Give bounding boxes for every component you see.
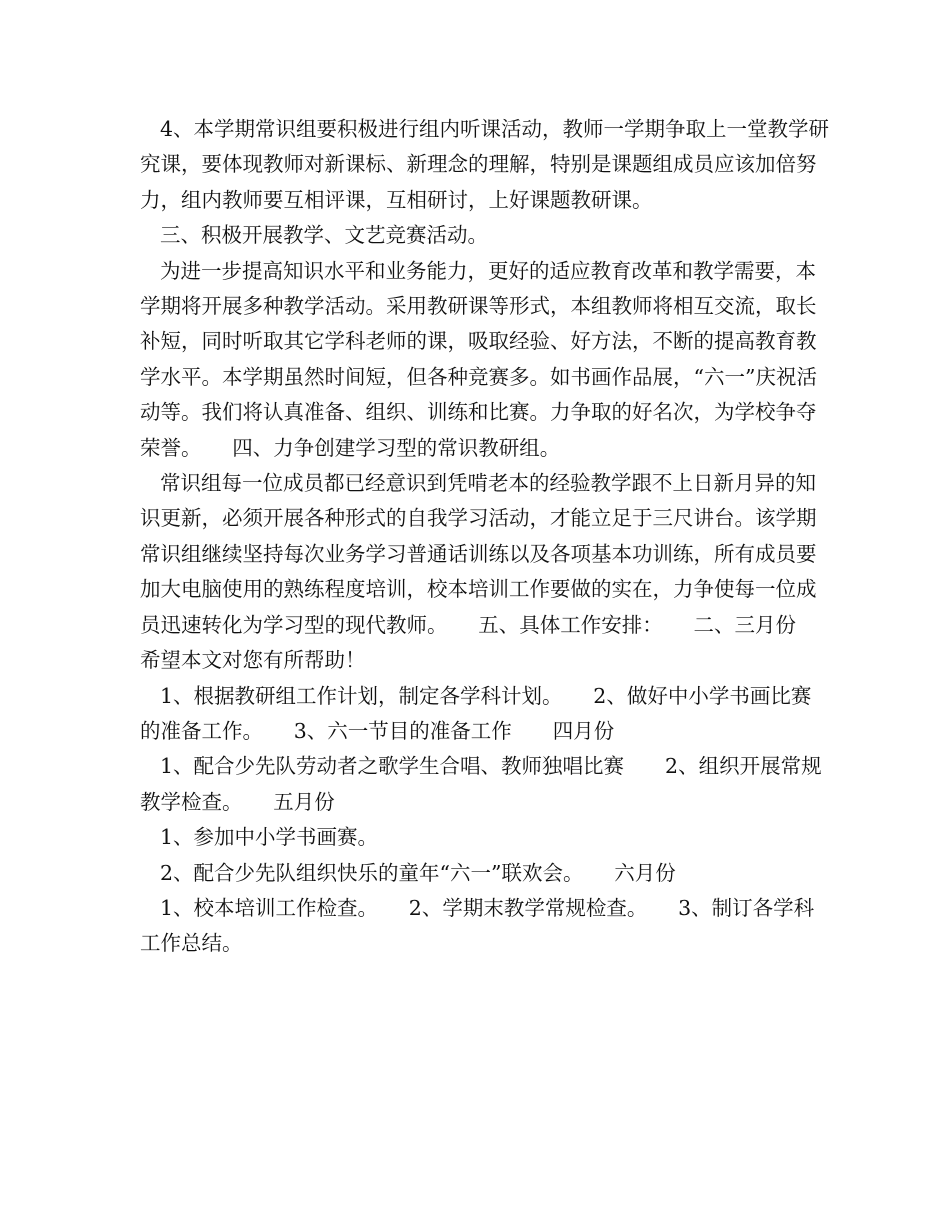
paragraph-helpful-note: 希望本文对您有所帮助！ — [140, 648, 366, 673]
paragraph-april-tasks: 1、配合少先队劳动者之歌学生合唱、教师独唱比赛 2、组织开展常规教学检查。 五月份 — [140, 754, 822, 814]
paragraph-may-task-one: 1、参加中小学书画赛。 — [160, 825, 379, 850]
paragraph-teaching-activities: 为进一步提高知识水平和业务能力，更好的适应教育改革和教学需要，本学期将开展多种教学活动。采用教研课等形式，本组教师将相互交流，取长补短，同时听取其它学科老师的课，吸取经验、好方法，不断的提高教育教学水平。本学期虽然时间短，但各种竞赛多。如书画作品展，“六一”庆祝活动等。我们将认真准备、组织、训练和比赛。力争取的好名次，为学校争夺荣誉。 四、力争创建学习型的常识教研组。 — [140, 258, 817, 460]
paragraph-learning-group: 常识组每一位成员都已经意识到凭啃老本的经验教学跟不上日新月异的知识更新，必须开展各种形式的自我学习活动，才能立足于三尺讲台。该学期常识组继续坚持每次业务学习普通话训练以及各项基本功训练，所有成员要加大电脑使用的熟练程度培训，校本培训工作要做的实在，力争使每一位成员迅速转化为学习型的现代教师。 五、具体工作安排： 二、三月份 — [140, 471, 817, 637]
paragraph-march-tasks: 1、根据教研组工作计划，制定各学科计划。 2、做好中小学书画比赛的准备工作。 3、六一节目的准备工作 四月份 — [140, 683, 812, 743]
paragraph-may-task-two: 2、配合少先队组织快乐的童年“六一”联欢会。 六月份 — [160, 860, 676, 885]
document-body — [140, 112, 830, 962]
paragraph-june-tasks: 1、校本培训工作检查。 2、学期末教学常规检查。 3、制订各学科工作总结。 — [140, 895, 815, 956]
heading-section-three: 三、积极开展教学、文艺竞赛活动。 — [160, 223, 488, 248]
paragraph-listening-activities: 4、本学期常识组要积极进行组内听课活动，教师一学期争取上一堂教学研究课，要体现教师对新课标、新理念的理解，特别是课题组成员应该加倍努力，组内教师要互相评课，互相研讨，上好课题教研课。 — [140, 117, 830, 212]
